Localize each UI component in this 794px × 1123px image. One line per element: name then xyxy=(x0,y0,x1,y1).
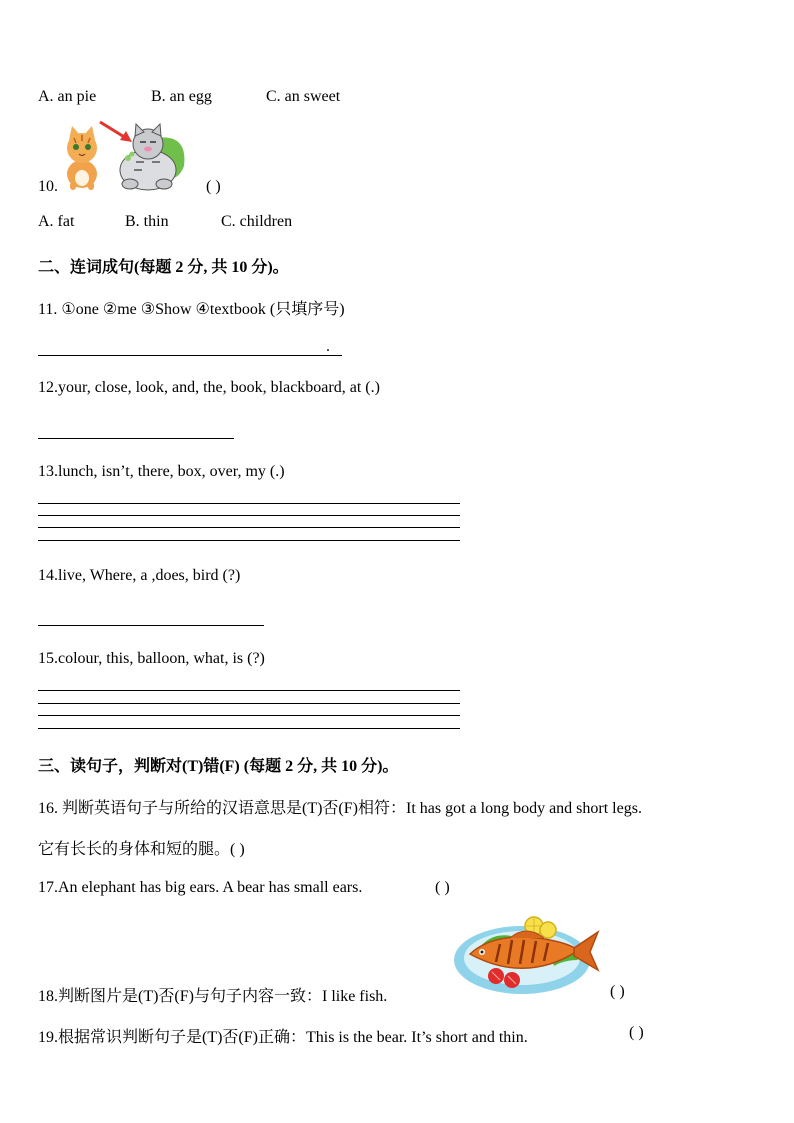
section3-heading: 三、读句子，判断对(T)错(F) (每题 2 分, 共 10 分)。 xyxy=(38,758,399,775)
q11-period: . xyxy=(326,338,330,355)
q19-answer-paren: ( ) xyxy=(629,1024,644,1041)
q17-prompt: 17.An elephant has big ears. A bear has small ears. xyxy=(38,879,363,896)
q12-answer-line[interactable] xyxy=(38,438,234,439)
q9-option-a: A. an pie xyxy=(38,88,97,105)
q13-answer-line-4[interactable] xyxy=(38,540,460,541)
q13-answer-line-2[interactable] xyxy=(38,515,460,516)
q11-answer-line[interactable] xyxy=(38,355,342,356)
gray-fat-cat-icon xyxy=(120,124,176,190)
q18-answer-paren: ( ) xyxy=(610,983,625,1000)
q18-prompt: 18.判断图片是(T)否(F)与句子内容一致：I like fish. xyxy=(38,988,388,1005)
q13-prompt: 13.lunch, isn’t, there, box, over, my (.) xyxy=(38,463,285,480)
q10-option-b: B. thin xyxy=(125,213,169,230)
q12-prompt: 12.your, close, look, and, the, book, blackboard, at (.) xyxy=(38,379,380,396)
q15-prompt: 15.colour, this, balloon, what, is (?) xyxy=(38,650,265,667)
q14-answer-line[interactable] xyxy=(38,625,264,626)
q15-answer-line-2[interactable] xyxy=(38,703,460,704)
q14-prompt: 14.live, Where, a ,does, bird (?) xyxy=(38,567,241,584)
q10-answer-paren: ( ) xyxy=(206,178,221,195)
q9-option-b: B. an egg xyxy=(151,88,212,105)
q16-line1: 16. 判断英语句子与所给的汉语意思是(T)否(F)相符：It has got a long body and short legs. xyxy=(38,800,642,817)
q15-answer-line-4[interactable] xyxy=(38,728,460,729)
q10-option-c: C. children xyxy=(221,213,293,230)
q16-line2: 它有长长的身体和短的腿。( ) xyxy=(38,841,245,858)
q13-answer-line-1[interactable] xyxy=(38,503,460,504)
fish-plate-picture xyxy=(450,910,600,998)
q19-prompt: 19.根据常识判断句子是(T)否(F)正确：This is the bear. It’s short and thin. xyxy=(38,1029,528,1046)
q17-answer-paren: ( ) xyxy=(435,879,450,896)
orange-kitten-icon xyxy=(67,126,97,190)
q10-option-a: A. fat xyxy=(38,213,75,230)
q15-answer-line-1[interactable] xyxy=(38,690,460,691)
q11-prompt: 11. ①one ②me ③Show ④textbook (只填序号) xyxy=(38,301,345,318)
red-arrow-icon xyxy=(100,122,132,142)
q15-answer-line-3[interactable] xyxy=(38,715,460,716)
cats-picture xyxy=(60,118,190,193)
q13-answer-line-3[interactable] xyxy=(38,527,460,528)
q9-option-c: C. an sweet xyxy=(266,88,341,105)
section2-heading: 二、连词成句(每题 2 分, 共 10 分)。 xyxy=(38,259,289,276)
q10-number: 10. xyxy=(38,178,58,195)
